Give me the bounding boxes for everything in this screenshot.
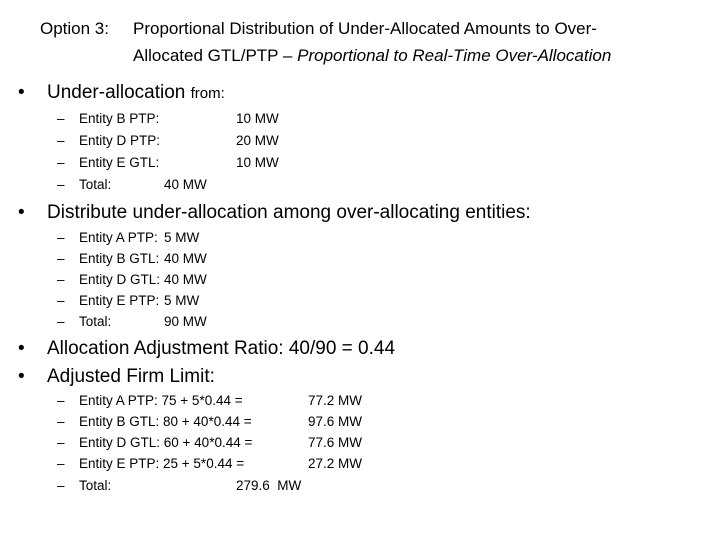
adjusted-item-label: Total:	[79, 478, 112, 493]
under-item-value: 40 MW	[164, 177, 207, 192]
list-dash: –	[57, 251, 65, 266]
bullet-marker: •	[18, 338, 25, 359]
adjusted-item-label: Entity E PTP: 25 + 5*0.44 =	[79, 456, 245, 471]
distribute-item-value: 5 MW	[164, 293, 200, 308]
list-dash: –	[57, 133, 65, 148]
list-dash: –	[57, 111, 65, 126]
under-item-value: 10 MW	[236, 155, 279, 170]
bullet-marker: •	[18, 82, 25, 103]
adjusted-heading: Adjusted Firm Limit:	[47, 366, 215, 387]
adjusted-item-value: 27.2 MW	[308, 456, 363, 471]
under-item-label: Entity E GTL:	[79, 155, 160, 170]
ratio-heading: Allocation Adjustment Ratio: 40/90 = 0.44	[47, 338, 396, 359]
distribute-item-label: Entity A PTP:	[79, 230, 158, 245]
distribute-item-label: Entity D GTL:	[79, 272, 161, 287]
slide-title-line1: Proportional Distribution of Under-Allocated Amounts to Over-	[133, 19, 597, 38]
distribute-item-label: Entity E PTP:	[79, 293, 160, 308]
adjusted-item-value: 279.6 MW	[236, 478, 302, 493]
under-item-value: 10 MW	[236, 111, 279, 126]
list-dash: –	[57, 393, 65, 408]
list-dash: –	[57, 177, 65, 192]
list-dash: –	[57, 272, 65, 287]
slide-title-line2-plain: Allocated GTL/PTP –	[133, 46, 298, 65]
under-allocation-heading-text: Under-allocation	[47, 82, 186, 103]
bullet-marker: •	[18, 366, 25, 387]
adjusted-item-label: Entity B GTL: 80 + 40*0.44 =	[79, 414, 252, 429]
list-dash: –	[57, 478, 65, 493]
under-item-value: 20 MW	[236, 133, 279, 148]
list-dash: –	[57, 456, 65, 471]
under-item-label: Entity B PTP:	[79, 111, 160, 126]
slide-title-prefix: Option 3:	[40, 19, 109, 38]
under-allocation-heading	[47, 82, 225, 104]
distribute-item-value: 40 MW	[164, 251, 207, 266]
distribute-item-value: 90 MW	[164, 314, 207, 329]
list-dash: –	[57, 293, 65, 308]
distribute-item-value: 5 MW	[164, 230, 200, 245]
bullet-marker: •	[18, 202, 25, 223]
slide-title-line2	[133, 44, 611, 67]
list-dash: –	[57, 414, 65, 429]
distribute-heading: Distribute under-allocation among over-allocating entities:	[47, 202, 531, 223]
under-item-label: Entity D PTP:	[79, 133, 161, 148]
distribute-item-label: Total:	[79, 314, 112, 329]
adjusted-item-value: 77.6 MW	[308, 435, 363, 450]
list-dash: –	[57, 155, 65, 170]
adjusted-item-label: Entity A PTP: 75 + 5*0.44 =	[79, 393, 243, 408]
distribute-item-label: Entity B GTL:	[79, 251, 160, 266]
adjusted-item-value: 97.6 MW	[308, 414, 363, 429]
list-dash: –	[57, 435, 65, 450]
under-allocation-heading-suffix: from:	[190, 85, 225, 102]
list-dash: –	[57, 230, 65, 245]
under-item-label: Total:	[79, 177, 112, 192]
adjusted-item-label: Entity D GTL: 60 + 40*0.44 =	[79, 435, 253, 450]
slide-title-line2-italic: Proportional to Real-Time Over-Allocation	[297, 46, 612, 65]
distribute-item-value: 40 MW	[164, 272, 207, 287]
list-dash: –	[57, 314, 65, 329]
adjusted-item-value: 77.2 MW	[308, 393, 363, 408]
